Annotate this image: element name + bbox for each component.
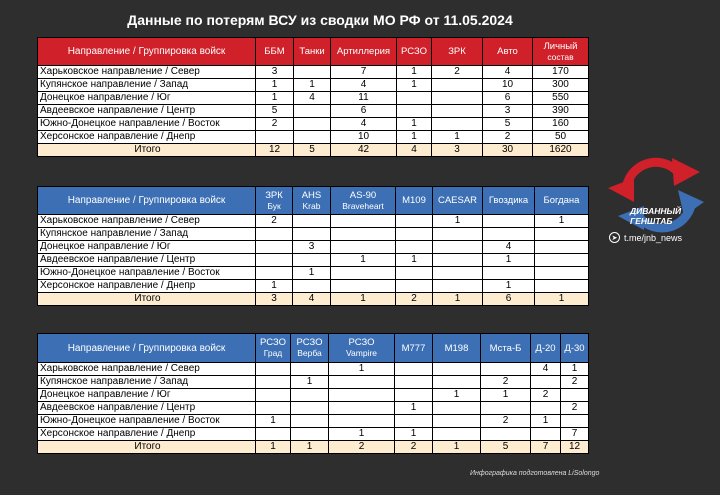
page-title: Данные по потерям ВСУ из сводки МО РФ от 11.05.2024 — [127, 12, 513, 28]
column-header-label: Направление / Группировка войск — [67, 195, 226, 206]
value-cell: 1 — [432, 131, 483, 144]
column-header-label: Богдана — [543, 195, 580, 206]
total-row — [38, 293, 589, 306]
column-header — [535, 187, 589, 215]
total-value-cell: 4 — [293, 293, 331, 306]
column-header-sublabel: Vampire — [345, 348, 378, 358]
column-header-sublabel: Braveheart — [342, 200, 384, 211]
column-header — [483, 38, 533, 66]
table-row — [38, 389, 589, 402]
value-cell: 1 — [433, 389, 481, 402]
value-cell: 1 — [483, 254, 535, 267]
column-header — [397, 38, 432, 66]
value-cell: 11 — [331, 92, 397, 105]
value-cell — [329, 376, 395, 389]
value-cell: 1 — [561, 363, 589, 376]
column-header-direction — [38, 187, 256, 215]
value-cell: 2 — [561, 376, 589, 389]
value-cell — [535, 280, 589, 293]
value-cell: 1 — [329, 363, 395, 376]
telegram-icon: ➤ — [609, 232, 620, 243]
value-cell — [481, 402, 531, 415]
column-header — [395, 334, 433, 363]
value-cell — [329, 402, 395, 415]
column-header — [432, 38, 483, 66]
row-direction-cell: Херсонское направление / Днепр — [38, 280, 256, 293]
total-value-cell: 6 — [483, 293, 535, 306]
column-header-sublabel: Верба — [297, 348, 322, 358]
value-cell: 10 — [483, 79, 533, 92]
value-cell — [396, 280, 433, 293]
value-cell: 4 — [331, 79, 397, 92]
column-header-label: Мста-Б — [489, 342, 522, 354]
column-header-label: ЗРК — [265, 189, 283, 201]
column-header — [396, 187, 433, 215]
logo-caption — [630, 206, 681, 226]
total-value-cell: 12 — [256, 144, 294, 157]
total-value-cell: 3 — [432, 144, 483, 157]
value-cell — [331, 228, 396, 241]
row-direction-cell: Южно-Донецкое направление / Восток — [38, 415, 256, 428]
value-cell — [432, 92, 483, 105]
total-value-cell: 1620 — [533, 144, 589, 157]
table-row — [38, 428, 589, 441]
column-header-label: Д-30 — [564, 342, 585, 354]
column-header-label: Направление / Группировка войск — [67, 342, 226, 354]
value-cell: 550 — [533, 92, 589, 105]
value-cell: 1 — [256, 415, 291, 428]
header-row — [38, 334, 589, 363]
value-cell — [535, 254, 589, 267]
value-cell — [256, 402, 291, 415]
total-value-cell: 42 — [331, 144, 397, 157]
table-row — [38, 376, 589, 389]
value-cell — [291, 428, 329, 441]
total-value-cell: 1 — [433, 293, 483, 306]
table-row — [38, 241, 589, 254]
value-cell: 1 — [395, 428, 433, 441]
column-header-label: РСЗО — [296, 337, 323, 348]
value-cell — [256, 254, 293, 267]
table-row — [38, 66, 589, 79]
value-cell: 4 — [331, 118, 397, 131]
value-cell — [396, 267, 433, 280]
value-cell: 1 — [397, 118, 432, 131]
losses-table-artillery-systems — [37, 186, 589, 306]
value-cell — [483, 267, 535, 280]
column-header — [256, 334, 291, 363]
total-value-cell: 5 — [481, 441, 531, 454]
value-cell — [291, 389, 329, 402]
row-direction-cell: Донецкое направление / Юг — [38, 241, 256, 254]
value-cell: 170 — [533, 66, 589, 79]
value-cell — [432, 79, 483, 92]
value-cell: 4 — [294, 92, 331, 105]
value-cell — [483, 228, 535, 241]
value-cell — [433, 402, 481, 415]
table-row — [38, 228, 589, 241]
value-cell: 1 — [293, 267, 331, 280]
column-header — [533, 38, 589, 66]
total-value-cell: 2 — [396, 293, 433, 306]
telegram-handle: t.me/jnb_news — [624, 232, 683, 243]
column-header-sublabel: Град — [263, 348, 283, 358]
table-row — [38, 280, 589, 293]
table-row — [38, 131, 589, 144]
value-cell — [293, 228, 331, 241]
total-value-cell: 1 — [535, 293, 589, 306]
row-direction-cell: Херсонское направление / Днепр — [38, 131, 256, 144]
value-cell: 4 — [483, 66, 533, 79]
value-cell: 2 — [432, 66, 483, 79]
row-direction-cell: Южно-Донецкое направление / Восток — [38, 267, 256, 280]
value-cell — [395, 389, 433, 402]
column-header-label: Личный — [543, 40, 578, 52]
value-cell — [331, 215, 396, 228]
column-header — [433, 334, 481, 363]
column-header — [331, 38, 397, 66]
total-value-cell: 7 — [531, 441, 561, 454]
value-cell: 160 — [533, 118, 589, 131]
table-row — [38, 254, 589, 267]
value-cell: 2 — [531, 389, 561, 402]
column-header — [294, 38, 331, 66]
value-cell: 1 — [396, 254, 433, 267]
value-cell — [432, 105, 483, 118]
value-cell — [395, 415, 433, 428]
value-cell — [329, 415, 395, 428]
value-cell: 1 — [535, 215, 589, 228]
column-header-label: ЗРК — [448, 46, 466, 57]
value-cell: 1 — [397, 79, 432, 92]
value-cell — [432, 118, 483, 131]
value-cell — [433, 363, 481, 376]
total-value-cell: 5 — [294, 144, 331, 157]
value-cell: 2 — [256, 215, 293, 228]
value-cell: 1 — [397, 66, 432, 79]
value-cell — [396, 215, 433, 228]
value-cell: 2 — [481, 376, 531, 389]
value-cell — [433, 376, 481, 389]
table-row — [38, 118, 589, 131]
value-cell: 1 — [395, 402, 433, 415]
value-cell — [256, 376, 291, 389]
row-direction-cell: Харьковское направление / Север — [38, 66, 256, 79]
value-cell — [291, 402, 329, 415]
total-value-cell: 1 — [256, 441, 291, 454]
value-cell: 1 — [256, 79, 294, 92]
column-header-label: AHS — [301, 189, 322, 201]
value-cell — [294, 118, 331, 131]
value-cell: 1 — [331, 254, 396, 267]
value-cell — [256, 131, 294, 144]
value-cell: 300 — [533, 79, 589, 92]
value-cell — [256, 363, 291, 376]
column-header-label: Д-20 — [535, 342, 556, 354]
total-label-cell: Итого — [38, 441, 256, 454]
table-row — [38, 267, 589, 280]
row-direction-cell: Донецкое направление / Юг — [38, 92, 256, 105]
value-cell — [531, 376, 561, 389]
value-cell — [433, 428, 481, 441]
row-direction-cell: Херсонское направление / Днепр — [38, 428, 256, 441]
value-cell: 2 — [481, 415, 531, 428]
column-header-label: CAESAR — [437, 195, 478, 206]
total-label-cell: Итого — [38, 144, 256, 157]
column-header-sublabel: Бук — [267, 200, 281, 211]
value-cell — [531, 402, 561, 415]
value-cell — [396, 241, 433, 254]
value-cell — [395, 376, 433, 389]
value-cell: 1 — [294, 79, 331, 92]
value-cell: 5 — [256, 105, 294, 118]
table-row — [38, 363, 589, 376]
value-cell — [397, 105, 432, 118]
header-row — [38, 187, 589, 215]
value-cell: 4 — [483, 241, 535, 254]
column-header-label: ББМ — [264, 46, 285, 57]
total-value-cell: 30 — [483, 144, 533, 157]
logo-line-1: ДИВАННЫЙ — [630, 206, 682, 216]
value-cell — [433, 254, 483, 267]
row-direction-cell: Южно-Донецкое направление / Восток — [38, 118, 256, 131]
column-header — [329, 334, 395, 363]
table-row — [38, 415, 589, 428]
value-cell — [535, 228, 589, 241]
value-cell: 7 — [561, 428, 589, 441]
value-cell — [433, 241, 483, 254]
value-cell: 6 — [483, 92, 533, 105]
row-direction-cell: Харьковское направление / Север — [38, 215, 256, 228]
column-header-label: Танки — [299, 46, 325, 57]
value-cell: 1 — [433, 215, 483, 228]
row-direction-cell: Авдеевское направление / Центр — [38, 402, 256, 415]
value-cell — [433, 228, 483, 241]
value-cell — [291, 363, 329, 376]
column-header — [531, 334, 561, 363]
value-cell: 6 — [331, 105, 397, 118]
value-cell — [481, 428, 531, 441]
value-cell — [561, 389, 589, 402]
total-value-cell: 2 — [395, 441, 433, 454]
value-cell — [561, 415, 589, 428]
row-direction-cell: Купянское направление / Запад — [38, 228, 256, 241]
total-value-cell: 12 — [561, 441, 589, 454]
value-cell: 1 — [481, 389, 531, 402]
row-direction-cell: Купянское направление / Запад — [38, 79, 256, 92]
value-cell — [331, 241, 396, 254]
row-direction-cell: Донецкое направление / Юг — [38, 389, 256, 402]
value-cell — [256, 228, 293, 241]
total-value-cell: 3 — [256, 293, 293, 306]
credit-text: Инфографика подготовлена LiSolongo — [470, 470, 600, 477]
column-header-label: РСЗО — [400, 46, 427, 57]
value-cell: 3 — [293, 241, 331, 254]
total-row — [38, 144, 589, 157]
value-cell — [329, 389, 395, 402]
row-direction-cell: Харьковское направление / Север — [38, 363, 256, 376]
total-value-cell: 4 — [397, 144, 432, 157]
value-cell — [395, 363, 433, 376]
column-header-label: AS-90 — [349, 189, 377, 201]
column-header-direction — [38, 334, 256, 363]
column-header — [483, 187, 535, 215]
value-cell — [291, 415, 329, 428]
column-header-label: Авто — [497, 46, 518, 57]
row-direction-cell: Авдеевское направление / Центр — [38, 254, 256, 267]
total-value-cell: 1 — [291, 441, 329, 454]
value-cell — [433, 267, 483, 280]
table-row — [38, 402, 589, 415]
losses-table-main — [37, 37, 589, 157]
value-cell: 1 — [397, 131, 432, 144]
logo-line-2: ГЕНШТАБ — [630, 216, 673, 226]
value-cell: 50 — [533, 131, 589, 144]
table-row — [38, 92, 589, 105]
value-cell — [293, 215, 331, 228]
column-header-label: Артиллерия — [336, 46, 391, 57]
value-cell — [256, 389, 291, 402]
value-cell: 2 — [256, 118, 294, 131]
value-cell: 1 — [291, 376, 329, 389]
value-cell — [256, 428, 291, 441]
value-cell — [294, 105, 331, 118]
value-cell — [294, 66, 331, 79]
column-header — [481, 334, 531, 363]
losses-table-mlrs-howitzers — [37, 333, 589, 454]
total-row — [38, 441, 589, 454]
value-cell: 3 — [483, 105, 533, 118]
column-header — [433, 187, 483, 215]
value-cell: 2 — [561, 402, 589, 415]
row-direction-cell: Авдеевское направление / Центр — [38, 105, 256, 118]
value-cell: 4 — [531, 363, 561, 376]
column-header — [291, 334, 329, 363]
value-cell: 2 — [483, 131, 533, 144]
column-header-label: Направление / Группировка войск — [67, 46, 226, 57]
value-cell — [433, 280, 483, 293]
column-header-label: РСЗО — [259, 337, 286, 348]
value-cell: 3 — [256, 66, 294, 79]
column-header — [293, 187, 331, 215]
value-cell: 7 — [331, 66, 397, 79]
value-cell: 1 — [256, 92, 294, 105]
column-header-label: M777 — [401, 342, 426, 354]
column-header-direction — [38, 38, 256, 66]
column-header — [561, 334, 589, 363]
value-cell — [331, 280, 396, 293]
header-row — [38, 38, 589, 66]
value-cell — [256, 241, 293, 254]
value-cell — [535, 241, 589, 254]
table-row — [38, 79, 589, 92]
value-cell — [396, 228, 433, 241]
value-cell — [293, 254, 331, 267]
column-header-label: M109 — [402, 195, 426, 206]
value-cell — [293, 280, 331, 293]
value-cell: 1 — [531, 415, 561, 428]
value-cell: 1 — [256, 280, 293, 293]
value-cell — [531, 428, 561, 441]
value-cell — [294, 131, 331, 144]
value-cell: 390 — [533, 105, 589, 118]
telegram-link[interactable] — [609, 232, 682, 243]
column-header-label: Гвоздика — [488, 195, 529, 206]
column-header-sublabel: состав — [547, 51, 574, 62]
value-cell: 1 — [329, 428, 395, 441]
column-header — [256, 38, 294, 66]
value-cell — [256, 267, 293, 280]
total-value-cell: 1 — [433, 441, 481, 454]
value-cell — [535, 267, 589, 280]
total-value-cell: 1 — [331, 293, 396, 306]
column-header — [331, 187, 396, 215]
value-cell: 10 — [331, 131, 397, 144]
value-cell: 1 — [483, 280, 535, 293]
value-cell: 5 — [483, 118, 533, 131]
column-header-label: M198 — [444, 342, 469, 354]
table-row — [38, 105, 589, 118]
value-cell — [481, 363, 531, 376]
column-header-sublabel: Krab — [302, 200, 321, 211]
table-row — [38, 215, 589, 228]
value-cell — [397, 92, 432, 105]
column-header-label: РСЗО — [348, 337, 375, 348]
value-cell — [433, 415, 481, 428]
value-cell — [331, 267, 396, 280]
total-label-cell: Итого — [38, 293, 256, 306]
row-direction-cell: Купянское направление / Запад — [38, 376, 256, 389]
value-cell — [483, 215, 535, 228]
total-value-cell: 2 — [329, 441, 395, 454]
column-header — [256, 187, 293, 215]
